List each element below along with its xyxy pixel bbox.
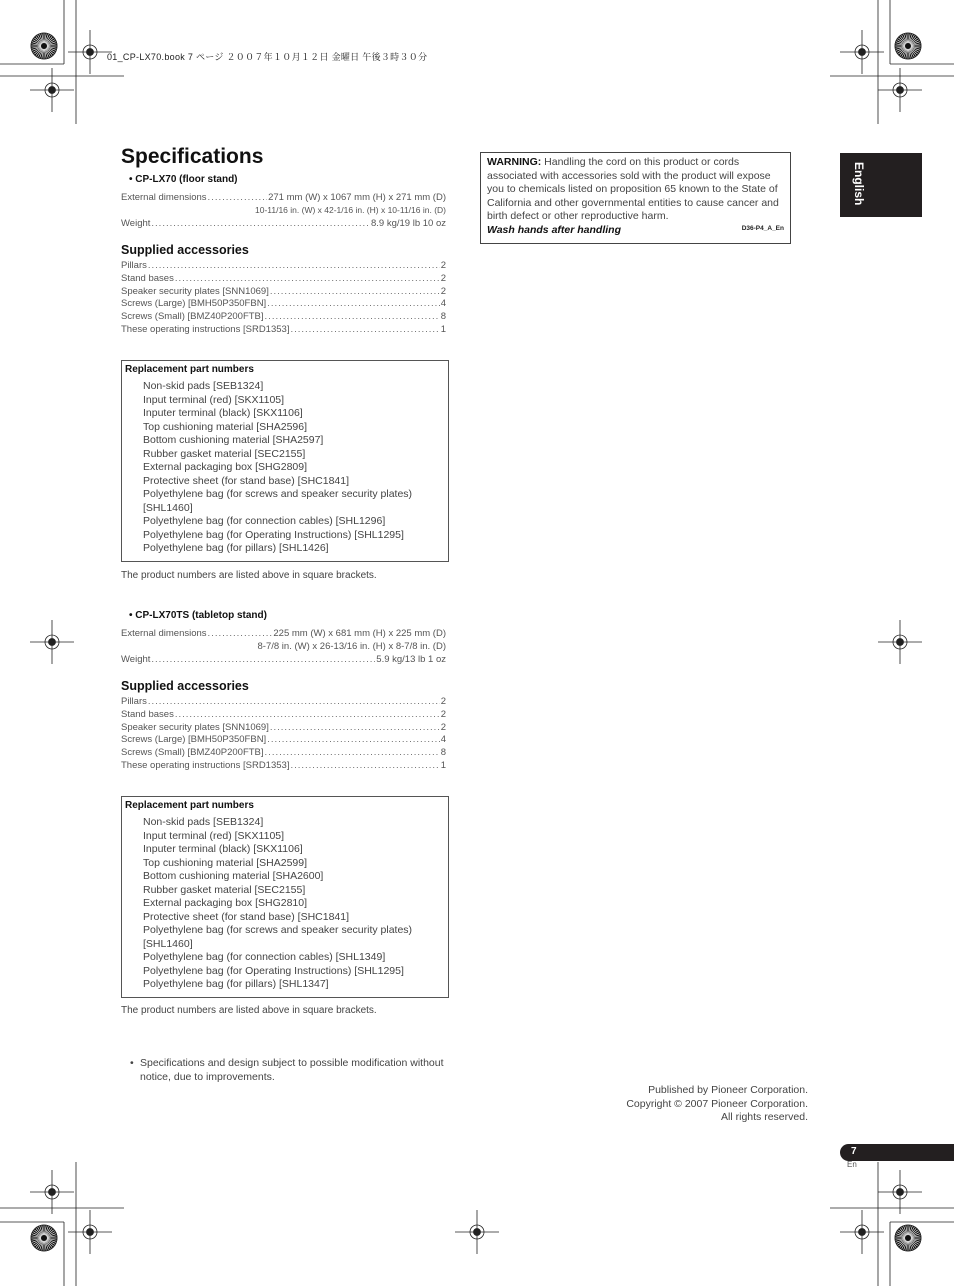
leader-dots (267, 734, 440, 747)
list-item: Non-skid pads [SEB1324] (143, 380, 264, 392)
list-item: [SHL1460] (143, 501, 193, 514)
weight-label: Weight (121, 218, 151, 229)
list-item (121, 722, 446, 735)
accessory-qty: 2 (440, 260, 446, 271)
weight-label: Weight (121, 654, 151, 665)
warning-code: D36-P4_A_En (741, 224, 784, 232)
leader-dots (208, 627, 273, 640)
accessory-label: Screws (Small) [BMZ40P200FTB] (121, 747, 264, 759)
list-item (121, 734, 446, 747)
list-item: Polyethylene bag (for connection cables) [SHL1296] (143, 515, 386, 527)
list-item: Top cushioning material [SHA2596] (143, 420, 308, 433)
publisher-line: Published by Pioneer Corporation. (648, 1084, 808, 1096)
floor-weight-row (121, 217, 446, 230)
accessory-qty: 4 (440, 734, 446, 746)
warning-text: Handling the cord on this product or cords associated with accessories sold with the product will expose you to chemicals listed on proposition 65 known to the State of California and other governmental entities to cause cancer and birth defect or other reproductive harm. (487, 156, 779, 222)
accessory-qty: 2 (440, 285, 446, 297)
accessory-label: Screws (Small) [BMZ40P200FTB] (121, 311, 264, 323)
tabletop-accessories-list (121, 696, 446, 773)
accessory-qty: 8 (440, 747, 446, 759)
floor-stand-heading: • CP-LX70 (floor stand) (129, 174, 238, 185)
dimensions-label: External dimensions (121, 628, 207, 639)
leader-dots (290, 760, 439, 773)
page-title: Specifications (121, 145, 264, 168)
list-item (121, 286, 446, 299)
accessory-qty: 2 (440, 696, 446, 707)
list-item: External packaging box [SHG2810] (143, 897, 308, 909)
dimensions-value: 225 mm (W) x 681 mm (H) x 225 mm (D) (273, 628, 446, 639)
replacement-title: Replacement part numbers (125, 800, 254, 811)
floor-dimensions-inches: 10-11/16 in. (W) x 42-1/16 in. (H) x 10-11/16 in. (D) (254, 205, 446, 215)
page-language: En (847, 1160, 857, 1169)
bullet: • (130, 1057, 134, 1069)
replacement-parts-list (143, 380, 412, 556)
accessory-label: Pillars (121, 260, 147, 271)
accessory-qty: 4 (440, 298, 446, 310)
copyright-line: Copyright © 2007 Pioneer Corporation. (626, 1097, 808, 1110)
list-item: Inputer terminal (black) [SKX1106] (143, 843, 303, 855)
tabletop-weight-row (121, 653, 446, 666)
list-item (121, 311, 446, 324)
list-item: Polyethylene bag (for screws and speaker security plates) (143, 488, 413, 500)
list-item: Polyethylene bag (for Operating Instructions) [SHL1295] (143, 964, 404, 977)
list-item: Inputer terminal (black) [SKX1106] (143, 407, 303, 419)
tabletop-product-numbers-note: The product numbers are listed above in square brackets. (121, 1005, 377, 1016)
accessory-qty: 1 (440, 323, 446, 335)
list-item: Polyethylene bag (for pillars) [SHL1426] (143, 542, 329, 554)
dimensions-value: 271 mm (W) x 1067 mm (H) x 271 mm (D) (268, 192, 446, 203)
accessory-label: Screws (Large) [BMH50P350FBN] (121, 298, 267, 310)
accessory-label: Screws (Large) [BMH50P350FBN] (121, 734, 267, 746)
leader-dots (267, 298, 440, 311)
leader-dots (270, 722, 440, 735)
page-number-tab (840, 1144, 954, 1161)
accessory-label: Speaker security plates [SNN1069] (121, 721, 269, 733)
leader-dots (151, 653, 375, 666)
footnote-text: Specifications and design subject to possible modification without notice, due to improvements. (140, 1057, 444, 1083)
language-tab (840, 153, 922, 217)
accessory-label: These operating instructions [SRD1353] (121, 759, 290, 771)
list-item: Bottom cushioning material [SHA2597] (143, 434, 324, 446)
leader-dots (175, 709, 440, 722)
leader-dots (265, 311, 440, 324)
leader-dots (290, 324, 439, 337)
floor-replacement-box (121, 360, 449, 562)
accessory-qty: 1 (440, 759, 446, 771)
tabletop-dimensions-row (121, 627, 446, 640)
rights-line: All rights reserved. (721, 1111, 808, 1124)
wash-hands-notice: Wash hands after handling (487, 223, 621, 236)
list-item: Input terminal (red) [SKX1105] (143, 393, 285, 406)
leader-dots (148, 260, 440, 273)
list-item: Rubber gasket material [SEC2155] (143, 883, 306, 896)
floor-accessories-heading: Supplied accessories (121, 243, 249, 257)
list-item: Input terminal (red) [SKX1105] (143, 829, 285, 842)
leader-dots (148, 696, 440, 709)
list-item: Polyethylene bag (for Operating Instructions) [SHL1295] (143, 528, 404, 541)
warning-label: WARNING: (487, 156, 542, 168)
replacement-parts-list (143, 816, 412, 992)
floor-dimensions-row (121, 191, 446, 204)
language-label: English (852, 162, 866, 206)
leader-dots (265, 747, 440, 760)
dimensions-label: External dimensions (121, 192, 207, 203)
file-header-line: 01_CP-LX70.book 7 ページ ２００７年１０月１２日 金曜日 午後３時３０分 (107, 52, 428, 62)
leader-dots (151, 217, 370, 230)
leader-dots (175, 273, 440, 286)
warning-box (480, 152, 791, 244)
tabletop-accessories-heading: Supplied accessories (121, 679, 249, 693)
accessory-label: Speaker security plates [SNN1069] (121, 285, 269, 297)
list-item: External packaging box [SHG2809] (143, 461, 308, 473)
weight-value: 5.9 kg/13 lb 1 oz (376, 654, 446, 665)
accessory-qty: 2 (440, 721, 446, 733)
floor-accessories-list (121, 260, 446, 337)
weight-value: 8.9 kg/19 lb 10 oz (371, 218, 446, 229)
list-item: Bottom cushioning material [SHA2600] (143, 870, 324, 882)
accessory-qty: 2 (440, 708, 446, 720)
accessory-label: Stand bases (121, 272, 174, 284)
publisher-block (626, 1084, 808, 1125)
leader-dots (270, 286, 440, 299)
list-item (121, 273, 446, 286)
accessory-qty: 2 (440, 272, 446, 284)
list-item (121, 260, 446, 273)
tabletop-replacement-box (121, 796, 449, 998)
list-item: Top cushioning material [SHA2599] (143, 856, 308, 869)
tabletop-stand-heading: • CP-LX70TS (tabletop stand) (129, 610, 267, 621)
accessory-label: These operating instructions [SRD1353] (121, 323, 290, 335)
replacement-title: Replacement part numbers (125, 364, 254, 375)
list-item: Non-skid pads [SEB1324] (143, 816, 264, 828)
page-number: 7 (851, 1146, 857, 1157)
accessory-label: Pillars (121, 696, 147, 707)
leader-dots (208, 191, 268, 204)
list-item: Protective sheet (for stand base) [SHC1841] (143, 910, 350, 923)
list-item: Polyethylene bag (for connection cables) [SHL1349] (143, 951, 386, 963)
list-item: Polyethylene bag (for screws and speaker security plates) (143, 924, 413, 936)
list-item (121, 760, 446, 773)
list-item (121, 696, 446, 709)
floor-product-numbers-note: The product numbers are listed above in square brackets. (121, 570, 377, 581)
list-item (121, 324, 446, 337)
list-item: Polyethylene bag (for pillars) [SHL1347] (143, 978, 329, 990)
list-item: [SHL1460] (143, 937, 193, 950)
list-item (121, 747, 446, 760)
list-item (121, 709, 446, 722)
list-item (121, 298, 446, 311)
list-item: Rubber gasket material [SEC2155] (143, 447, 306, 460)
tabletop-dimensions-inches: 8-7/8 in. (W) x 26-13/16 in. (H) x 8-7/8 in. (D) (257, 641, 446, 652)
list-item: Protective sheet (for stand base) [SHC1841] (143, 474, 350, 487)
accessory-label: Stand bases (121, 708, 174, 720)
accessory-qty: 8 (440, 311, 446, 323)
